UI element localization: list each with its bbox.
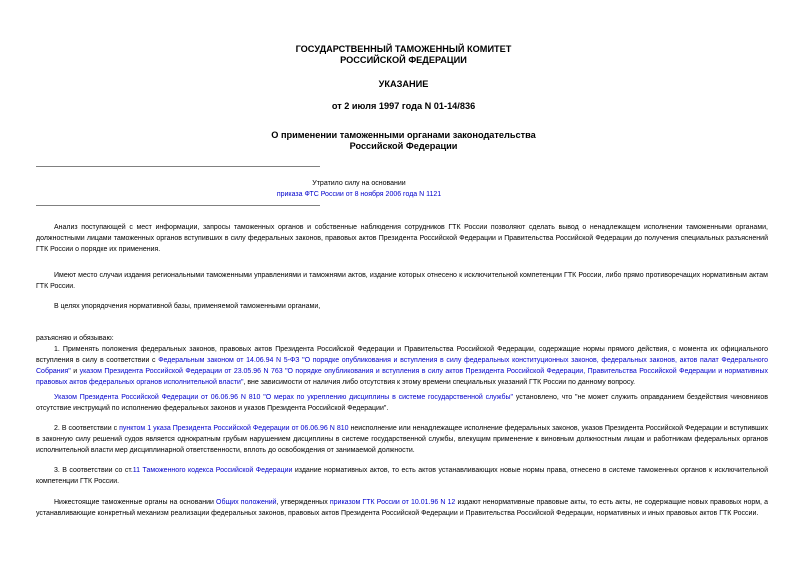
paragraph-item-1 [36,344,768,388]
item-1-text-a: 1. Применять положения федеральных законов, правовых актов Президента Российской Федерации и Правительства Российской Федерации, содержащие нормы прямого действия, с момента их официального вступления в силу в соответствии с [36,346,768,364]
document-title-line1: О применении таможенными органами законодательства [271,130,536,140]
paragraph-item-3 [36,465,768,487]
paragraph-lower-bodies [36,497,768,519]
lower-bodies-text-b: , утвержденных [276,499,330,506]
lower-bodies-text-c: издают ненормативные правовые акты, то есть акты, не содержащие новых правовых норм, а устанавливающие конкретный механизм реализации федеральных законов, правовых актов Президента Российской Федерации и Правительства Российской Федерации, нормативных и иных правовых актов ГТК России. [36,499,769,517]
lower-bodies-text-a: Нижестоящие таможенные органы на основании [54,499,217,506]
paragraph-instruct: разъясняю и обязываю: [36,335,114,342]
federal-law-link[interactable]: Федеральным законом от 14.06.94 N 5-ФЗ "О порядке опубликования и вступления в силу федеральных конституционных законов, федеральных законов, актов палат Федерального Собрания" [36,357,768,375]
lapse-notice-text: Утратило силу на основании [312,180,406,187]
decree-810-clause-1-link[interactable]: пунктом 1 указа Президента Российской Федерации от 06.06.96 N 810 [119,425,349,432]
item-1-text-c: , вне зависимости от наличия либо отсутствия к этому времени специальных указаний ГТК России по данному вопросу. [243,379,636,386]
decree-810-link[interactable]: Указом Президента Российской Федерации от 06.06.96 N 810 "О мерах по укреплению дисциплины в системе государственной службы" [54,394,514,401]
item-1-text-b: и [70,368,80,375]
item-2-text-a: 2. В соответствии с [54,425,120,432]
org-name-line2: РОССИЙСКОЙ ФЕДЕРАЦИИ [340,55,467,65]
paragraph-decree-810 [36,392,768,414]
customs-code-link[interactable]: 11 Таможенного кодекса Российской Федерации [132,467,293,474]
general-provisions-link[interactable]: Общих положений [216,499,277,506]
org-name-line1: ГОСУДАРСТВЕННЫЙ ТАМОЖЕННЫЙ КОМИТЕТ [295,44,512,54]
item-3-text-a: 3. В соответствии со ст. [54,467,133,474]
paragraph-item-2 [36,423,768,456]
lapse-notice-link-row [200,189,518,200]
item-3-text-b: издание нормативных актов, то есть актов устанавливающих новые нормы права, отнесено в системе таможенных органов к исключительной компетенции ГТК России. [36,467,768,485]
decree-810-text: установлено, что "не может служить оправданием бездействия чиновников отсутствие инструкций по исполнению федеральных законов и указов Президента Российской Федерации". [36,394,768,412]
document-date: от 2 июля 1997 года N 01-14/836 [331,101,476,111]
top-divider [36,166,320,167]
gtk-order-12-link[interactable]: приказом ГТК России от 10.01.96 N 12 [329,499,456,506]
lapse-notice-link[interactable]: приказа ФТС России от 8 ноября 2006 года N 1121 [276,191,442,198]
bottom-divider [36,205,320,206]
paragraph-cases: Имеют место случаи издания региональными таможенными управлениями и таможнями актов, издание которых отнесено к исключительной компетенции ГТК России, либо прямо противоречащих нормативным актам ГТК России. [36,272,768,290]
presidential-decree-763-link[interactable]: указом Президента Российской Федерации от 23.05.96 N 763 "О порядке опубликования и вступления в силу актов Президента Российской Федерации, Правительства Российской Федерации и нормативных правовых актов федеральных органов исполнительной власти" [36,368,768,386]
paragraph-purpose: В целях упорядочения нормативной базы, применяемой таможенными органами, [54,303,321,310]
document-title-line2: Российской Федерации [349,141,458,151]
item-2-text-b: неисполнение или ненадлежащее исполнение федеральных законов, указов Президента Российской Федерации и вступивших в законную силу решений судов является однократным грубым нарушением дисциплины в системе государственной службы, влекущим применение к виновным должностным лицам и работникам федеральных органов исполнительной власти мер дисциплинарной ответственности, вплоть до освобождения от занимаемой должности. [36,425,768,454]
document-type: УКАЗАНИЕ [378,79,429,89]
paragraph-analysis: Анализ поступающей с мест информации, запросы таможенных органов и собственные наблюдения сотрудников ГТК России позволяют сделать вывод о ненадлежащем исполнении таможенными органами, должностными лицами таможенных органов вступивших в силу федеральных законов, правовых актов Президента Российской Федерации и Правительства Российской Федерации до получения специальных разъяснений ГТК России о порядке их применения. [36,224,768,253]
